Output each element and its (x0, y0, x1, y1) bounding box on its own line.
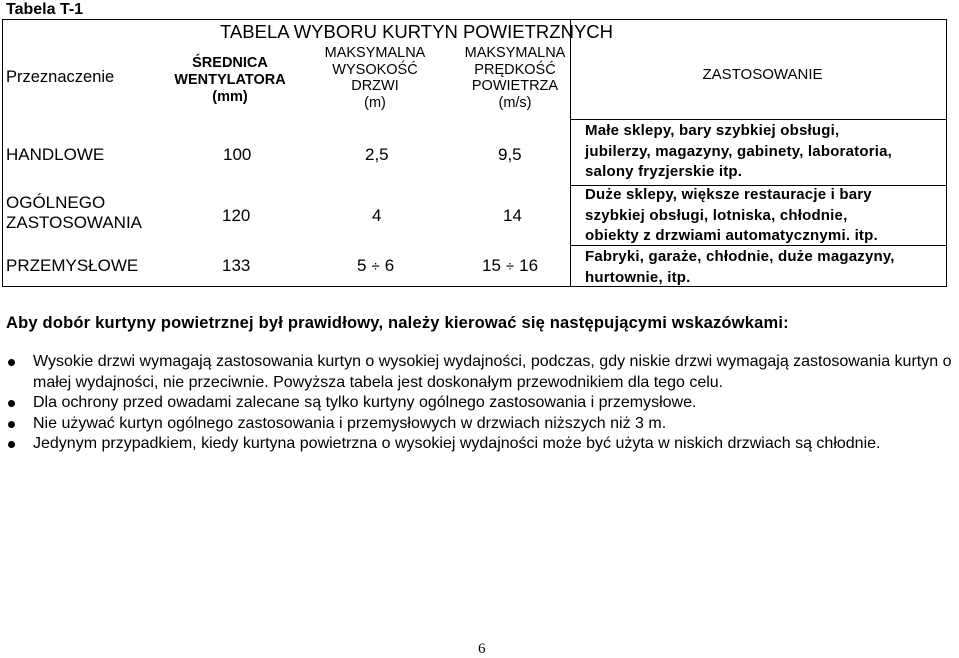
row2-purpose: OGÓLNEGO ZASTOSOWANIA (6, 193, 143, 232)
header-usage: ZASTOSOWANIE (702, 66, 823, 83)
header-max-air-speed: MAKSYMALNA PRĘDKOŚĆ POWIETRZA (m/s) (464, 45, 566, 111)
row3-fan: 133 (222, 256, 251, 275)
row1-purpose: HANDLOWE (6, 145, 105, 164)
row1-fan: 100 (223, 145, 252, 164)
list-item: Wysokie drzwi wymagają zastosowania kurtyn o wysokiej wydajności, podczas, gdy niskie drzwi wymagają zastosowania kurtyn o małej wydajności, nie przeciwnie. Powyższa tabela jest doskonałym przewodnikiem dla tego celu. (0, 352, 959, 393)
range-symbol: ÷ (371, 258, 380, 275)
row1-usage: Małe sklepy, bary szybkiej obsługi, jubilerzy, magazyny, gabinety, laboratoria, salony fryzjerskie itp. (585, 122, 893, 180)
usage-header-divider (570, 119, 947, 120)
guidelines-list (0, 352, 959, 455)
page-number: 6 (478, 641, 486, 657)
instructions-heading: Aby dobór kurtyny powietrznej był prawidłowy, należy kierować się następującymi wskazówkami: (6, 314, 789, 332)
row2-usage: Duże sklepy, większe restauracje i bary szybkiej obsługi, lotniska, chłodnie, obiekty z drzwiami automatycznymi. itp. (585, 186, 878, 244)
row2-speed: 14 (503, 206, 522, 225)
row2-fan: 120 (222, 206, 251, 225)
bullet-icon (8, 421, 15, 428)
list-item: Dla ochrony przed owadami zalecane są tylko kurtyny ogólnego zastosowania i przemysłowe. (0, 393, 959, 414)
bullet-icon (8, 359, 15, 366)
bullet-icon (8, 400, 15, 407)
list-item: Nie używać kurtyn ogólnego zastosowania i przemysłowych w drzwiach niższych niż 3 m. (0, 414, 959, 435)
bullet-icon (8, 441, 15, 448)
row2-height: 4 (372, 206, 382, 225)
header-purpose: Przeznaczenie (6, 68, 115, 86)
row3-purpose: PRZEMYSŁOWE (6, 256, 139, 275)
table-title: TABELA WYBORU KURTYN POWIETRZNYCH (220, 21, 613, 42)
row3-height: 5 ÷ 6 (357, 256, 395, 275)
row1-height: 2,5 (365, 145, 389, 164)
table-tag: Tabela T-1 (6, 1, 84, 18)
range-symbol: ÷ (505, 258, 515, 275)
list-item: Jedynym przypadkiem, kiedy kurtyna powietrzna o wysokiej wydajności może być użyta w niskich drzwiach są chłodnie. (0, 434, 959, 455)
header-fan-diameter: ŚREDNICA WENTYLATORA (mm) (174, 55, 286, 105)
row3-speed: 15 ÷ 16 (482, 256, 539, 275)
row3-usage: Fabryki, garaże, chłodnie, duże magazyny, hurtownie, itp. (585, 248, 895, 286)
header-max-door-height: MAKSYMALNA WYSOKOŚĆ DRZWI (m) (324, 45, 426, 111)
row1-speed: 9,5 (498, 145, 522, 164)
